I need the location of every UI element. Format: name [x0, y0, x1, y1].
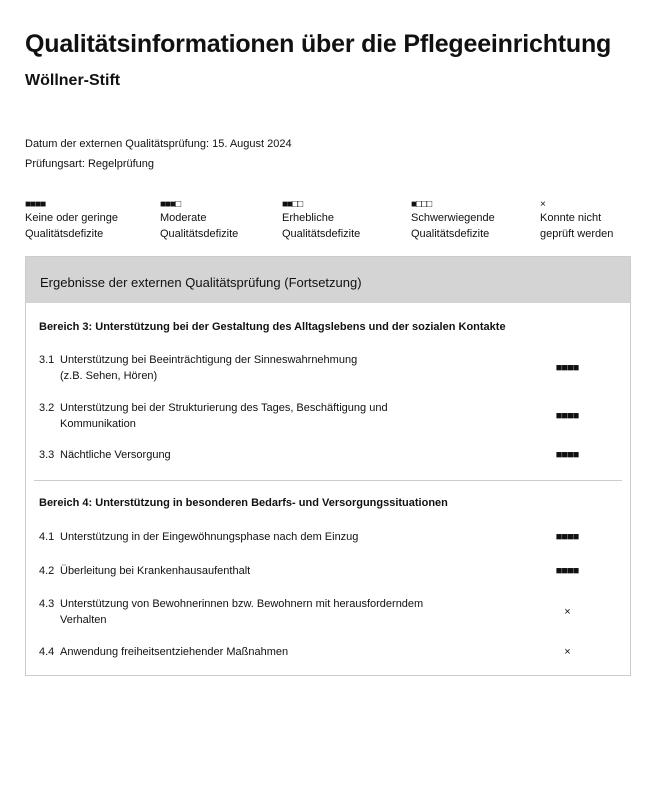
item-label: Kommunikation — [60, 418, 136, 430]
rating-icon: ■■□□ — [282, 199, 303, 210]
legend-label: Keine oder geringe — [25, 212, 118, 224]
rating-icon: ■■■■ — [555, 565, 579, 577]
inspection-type: Prüfungsart: Regelprüfung — [25, 158, 155, 170]
results-panel — [25, 256, 631, 676]
facility-name: Wöllner-Stift — [25, 72, 121, 89]
legend-item — [411, 200, 495, 242]
item-number: 3.1 — [39, 354, 55, 366]
legend-item — [282, 200, 360, 242]
legend-label: geprüft werden — [540, 228, 614, 240]
item-label: Anwendung freiheitsentziehender Maßnahmen — [60, 646, 289, 658]
section-title: Bereich 4: Unterstützung in besonderen Bedarfs- und Versorgungssituationen — [39, 497, 448, 509]
legend-label: Qualitätsdefizite — [160, 228, 239, 240]
item-label: Überleitung bei Krankenhausaufenthalt — [60, 565, 251, 577]
results-header: Ergebnisse der externen Qualitätsprüfung (Fortsetzung) — [26, 257, 630, 303]
rating-icon: ■■■■ — [555, 362, 579, 374]
rating-icon: ■□□□ — [411, 199, 432, 210]
not-checked-icon: × — [564, 606, 570, 618]
legend-label: Qualitätsdefizite — [411, 228, 490, 240]
legend-item — [160, 200, 238, 242]
item-label: Unterstützung bei der Strukturierung des Tages, Beschäftigung und — [60, 402, 388, 414]
item-label: Unterstützung bei Beeinträchtigung der Sinneswahrnehmung — [60, 354, 358, 366]
rating-icon: ■■■□ — [160, 199, 181, 210]
legend-label: Moderate — [160, 212, 207, 224]
legend-item — [540, 200, 613, 242]
rating-icon: ■■■■ — [25, 199, 46, 210]
rating-icon: ■■■■ — [555, 410, 579, 422]
item-number: 3.3 — [39, 449, 55, 461]
item-number: 3.2 — [39, 402, 55, 414]
item-label: Nächtliche Versorgung — [60, 449, 171, 461]
page-title: Qualitätsinformationen über die Pflegeeinrichtung — [25, 30, 612, 58]
legend-item — [25, 200, 118, 242]
rating-icon: ■■■■ — [555, 531, 579, 543]
inspection-date: Datum der externen Qualitätsprüfung: 15. August 2024 — [25, 138, 292, 150]
item-label: (z.B. Sehen, Hören) — [60, 370, 158, 382]
item-label: Unterstützung von Bewohnerinnen bzw. Bewohnern mit herausforderndem — [60, 598, 424, 610]
item-number: 4.4 — [39, 646, 55, 658]
item-number: 4.3 — [39, 598, 55, 610]
legend-label: Schwerwiegende — [411, 212, 495, 224]
section-divider — [34, 480, 622, 481]
legend-label: Erhebliche — [282, 212, 334, 224]
item-number: 4.1 — [39, 531, 55, 543]
not-checked-icon: × — [540, 199, 545, 210]
not-checked-icon: × — [564, 646, 570, 658]
legend-label: Konnte nicht — [540, 212, 602, 224]
item-label: Unterstützung in der Eingewöhnungsphase nach dem Einzug — [60, 531, 359, 543]
rating-icon: ■■■■ — [555, 449, 579, 461]
legend-label: Qualitätsdefizite — [282, 228, 361, 240]
section-title: Bereich 3: Unterstützung bei der Gestaltung des Alltagslebens und der sozialen Kontakte — [39, 321, 506, 333]
item-label: Verhalten — [60, 614, 107, 626]
legend-label: Qualitätsdefizite — [25, 228, 104, 240]
item-number: 4.2 — [39, 565, 55, 577]
